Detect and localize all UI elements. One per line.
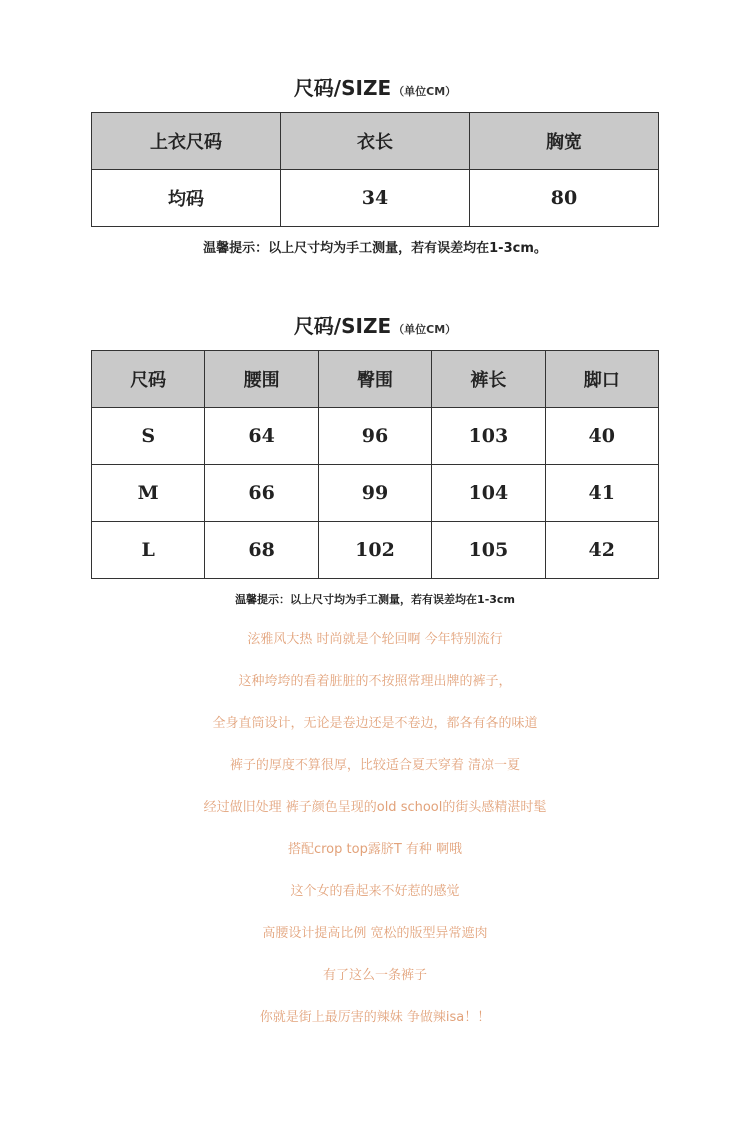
table-cell: 103 [432, 408, 545, 465]
header-cell: 裤长 [432, 351, 545, 408]
header-cell: 衣长 [281, 113, 470, 170]
table-cell: 66 [205, 465, 318, 522]
bottom-title-text: 尺码/SIZE [293, 314, 392, 338]
bottom-size-title [0, 310, 750, 339]
description-line: 裤子的厚度不算很厚，比较适合夏天穿着 清凉一夏 [229, 758, 521, 773]
table-cell: 104 [432, 465, 545, 522]
table-header-row [92, 113, 659, 170]
description-line: 你就是街上最厉害的辣妹 争做辣isa！！ [259, 1010, 491, 1025]
top-title-text: 尺码/SIZE [293, 76, 392, 100]
table-cell: 42 [545, 522, 658, 579]
table-cell: 68 [205, 522, 318, 579]
table-cell: 41 [545, 465, 658, 522]
table-row [92, 408, 659, 465]
top-size-title [0, 72, 750, 101]
header-cell: 上衣尺码 [92, 113, 281, 170]
table-cell: 99 [318, 465, 431, 522]
top-size-tip: 温馨提示：以上尺寸均为手工测量，若有误差均在1-3cm。 [203, 241, 547, 256]
description-line: 有了这么一条裤子 [322, 968, 427, 983]
description-line: 高腰设计提高比例 宽松的版型异常遮肉 [262, 926, 488, 941]
description-line: 这种垮垮的看着脏脏的不按照常理出牌的裤子， [238, 674, 512, 689]
bottom-title-unit: （单位CM） [393, 323, 457, 336]
table-cell: 34 [281, 170, 470, 227]
header-cell: 腰围 [205, 351, 318, 408]
description-line: 这个女的看起来不好惹的感觉 [290, 884, 460, 899]
header-cell: 尺码 [92, 351, 205, 408]
table-cell: M [92, 465, 205, 522]
table-row [92, 465, 659, 522]
description-line: 经过做旧处理 裤子颜色呈现的old school的街头感精湛时髦 [203, 800, 547, 815]
table-cell: 96 [318, 408, 431, 465]
bottom-size-tip: 温馨提示：以上尺寸均为手工测量，若有误差均在1-3cm [235, 593, 515, 606]
table-cell: L [92, 522, 205, 579]
table-row [92, 522, 659, 579]
description-line: 泫雅风大热 时尚就是个轮回啊 今年特别流行 [247, 632, 503, 647]
table-header-row [92, 351, 659, 408]
description-line: 搭配crop top露脐T 有种 啊哦 [287, 842, 463, 857]
table-cell: 105 [432, 522, 545, 579]
top-size-table [91, 112, 659, 227]
header-cell: 胸宽 [470, 113, 659, 170]
table-cell: 80 [470, 170, 659, 227]
table-row [92, 170, 659, 227]
top-title-unit: （单位CM） [393, 85, 457, 98]
header-cell: 脚口 [545, 351, 658, 408]
header-cell: 臀围 [318, 351, 431, 408]
table-cell: 均码 [92, 170, 281, 227]
bottom-size-table [91, 350, 659, 579]
description-line: 全身直筒设计，无论是卷边还是不卷边，都各有各的味道 [212, 716, 538, 731]
table-cell: 64 [205, 408, 318, 465]
table-cell: 102 [318, 522, 431, 579]
table-cell: 40 [545, 408, 658, 465]
table-cell: S [92, 408, 205, 465]
